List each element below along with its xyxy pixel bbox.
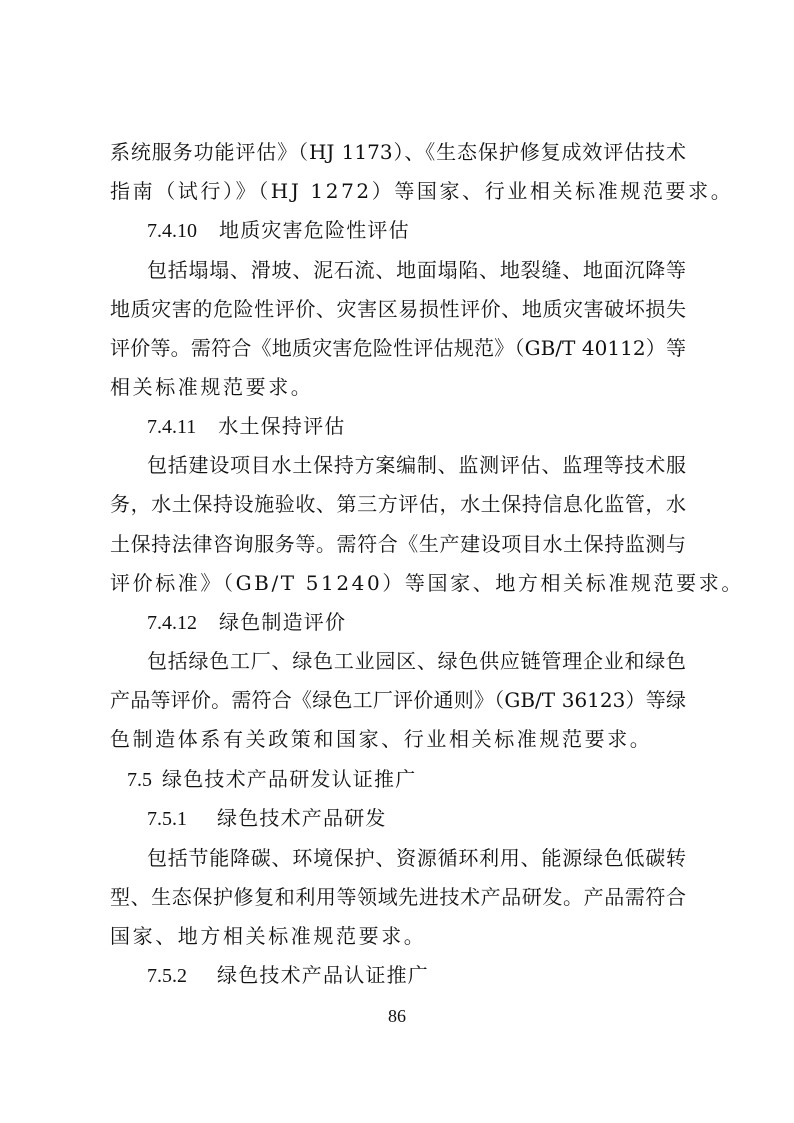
body-line: 色制造体系有关政策和国家、行业相关标准规范要求。 [110, 727, 653, 751]
heading-7-4-10 [147, 216, 410, 245]
body-line: 型、生态保护修复和利用等领域先进技术产品研发。产品需符合 [110, 885, 686, 909]
heading-title: 绿色技术产品认证推广 [217, 963, 429, 987]
heading-7-4-12 [147, 608, 346, 637]
heading-title: 地质灾害危险性评估 [219, 218, 410, 242]
heading-number: 7.5.1 [147, 808, 187, 830]
heading-title: 水土保持评估 [218, 414, 346, 438]
heading-7-5-2 [147, 961, 429, 990]
body-line: 包括节能降碳、环境保护、资源循环利用、能源绿色低碳转 [147, 846, 686, 870]
body-line: 相关标准规范要求。 [110, 375, 314, 399]
body-line: 务，水土保持设施验收、第三方评估，水土保持信息化监管，水 [110, 492, 686, 516]
heading-7-5 [127, 765, 416, 794]
body-line: 评价标准》（GB/T 51240）等国家、地方相关标准规范要求。 [110, 571, 744, 595]
body-line: 产品等评价。需符合《绿色工厂评价通则》（GB/T 36123）等绿 [110, 688, 686, 712]
heading-title: 绿色制造评价 [219, 610, 347, 634]
body-line: 包括塌塌、滑坡、泥石流、地面塌陷、地裂缝、地面沉降等 [147, 258, 686, 282]
body-line: 包括绿色工厂、绿色工业园区、绿色供应链管理企业和绿色 [147, 649, 686, 673]
heading-number: 7.5 [127, 769, 152, 791]
body-line: 系统服务功能评估》（HJ 1173）、《生态保护修复成效评估技术 [110, 140, 686, 164]
heading-number: 7.4.12 [147, 612, 197, 634]
heading-number: 7.5.2 [147, 965, 187, 987]
body-line: 地质灾害的危险性评价、灾害区易损性评价、地质灾害破坏损失 [110, 297, 686, 321]
heading-number: 7.4.10 [147, 220, 197, 242]
heading-title: 绿色技术产品研发认证推广 [162, 767, 417, 791]
heading-title: 绿色技术产品研发 [217, 806, 387, 830]
heading-7-4-11 [147, 412, 345, 441]
heading-7-5-1 [147, 804, 387, 833]
body-line: 指南（试行）》（HJ 1272）等国家、行业相关标准规范要求。 [110, 179, 734, 203]
body-line: 国家、地方相关标准规范要求。 [110, 924, 427, 948]
body-line: 评价等。需符合《地质灾害危险性评估规范》（GB/T 40112）等 [110, 336, 686, 360]
body-line: 包括建设项目水土保持方案编制、监测评估、监理等技术服 [147, 453, 686, 477]
body-line: 土保持法律咨询服务等。需符合《生产建设项目水土保持监测与 [110, 532, 686, 556]
heading-number: 7.4.11 [147, 416, 197, 438]
page-number: 86 [388, 1006, 406, 1026]
